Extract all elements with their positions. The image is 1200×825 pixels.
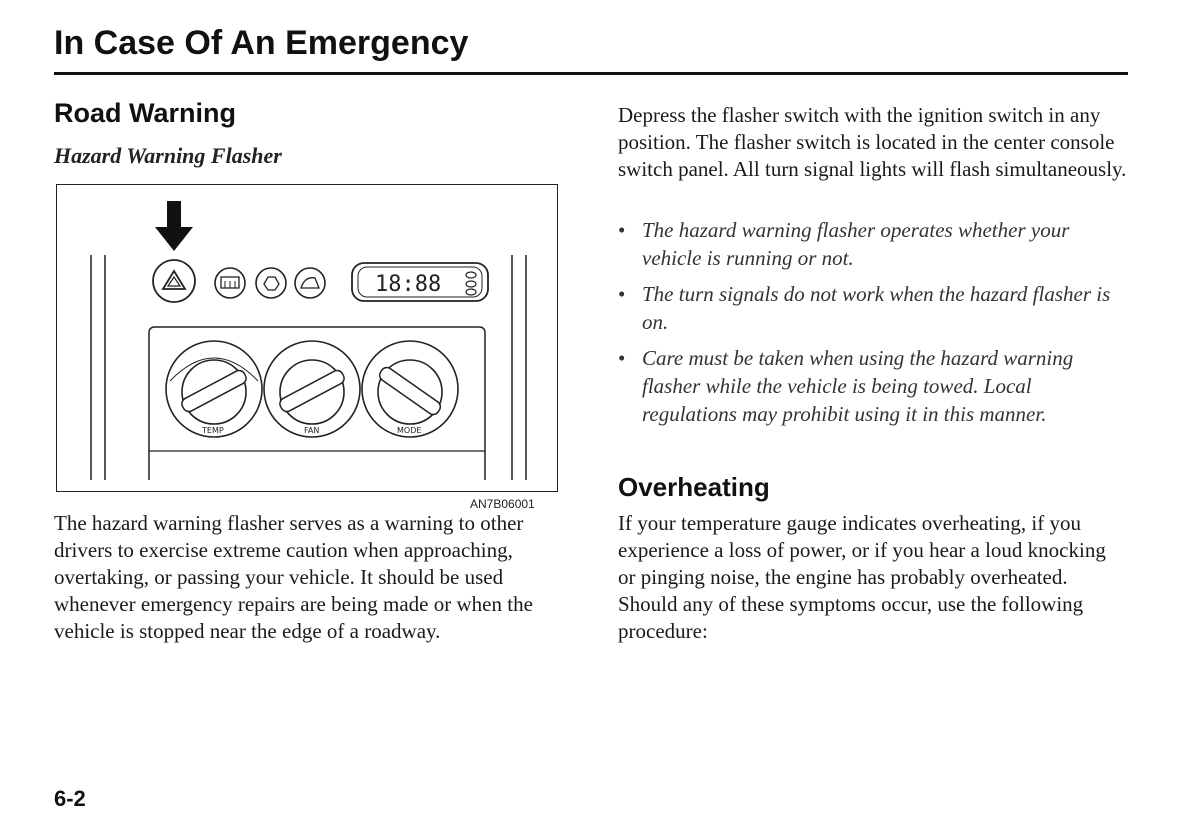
arrow-down-icon	[155, 201, 193, 251]
header-divider	[54, 72, 1128, 75]
fresh-air-icon	[295, 268, 325, 298]
bullet-icon: •	[618, 218, 626, 242]
list-item: • Care must be taken when using the hazard warning flasher while the vehicle is being towed. Local regulations may prohibit using it in this manner.	[618, 346, 1074, 426]
bullet-icon: •	[618, 282, 626, 306]
recirculation-icon	[256, 268, 286, 298]
hazard-description: The hazard warning flasher serves as a warning to other drivers to exercise extreme caution when approaching, overtaking, or passing your vehicle. It should be used whenever emergency repairs are being made or when the vehicle is stopped near the edge of a roadway.	[54, 511, 533, 643]
hazard-button-icon	[153, 260, 195, 302]
console-drawing	[57, 185, 559, 493]
road-warning-heading: Road Warning	[54, 98, 236, 128]
list-item: • The turn signals do not work when the hazard flasher is on.	[618, 282, 1111, 334]
mode-dial-label: MODE	[397, 426, 422, 435]
clock-readout: 18:88	[375, 272, 442, 297]
fan-dial	[264, 341, 360, 437]
clock-display	[352, 263, 488, 301]
mode-dial	[362, 341, 458, 437]
page-number: 6-2	[54, 786, 86, 811]
fan-dial-label: FAN	[304, 426, 320, 435]
hazard-flasher-subheading: Hazard Warning Flasher	[54, 143, 282, 168]
bullet-icon: •	[618, 346, 626, 370]
figure-id: AN7B06001	[470, 497, 535, 511]
temp-dial-label: TEMP	[202, 426, 224, 435]
rear-defrost-icon	[215, 268, 245, 298]
page-title: In Case Of An Emergency	[54, 24, 469, 62]
notes-list	[618, 216, 1118, 436]
list-item: • The hazard warning flasher operates whether your vehicle is running or not.	[618, 218, 1070, 270]
flasher-instructions: Depress the flasher switch with the ignition switch in any position. The flasher switch is located in the center console switch panel. All turn signal lights will flash simultaneously.	[618, 103, 1127, 181]
overheating-heading: Overheating	[618, 472, 770, 502]
console-illustration	[56, 184, 558, 492]
temp-dial	[166, 341, 262, 437]
overheating-description: If your temperature gauge indicates overheating, if you experience a loss of power, or if you hear a loud knocking or pinging noise, the engine has probably overheated. Should any of these symptoms occur, use the following procedure:	[618, 511, 1106, 643]
